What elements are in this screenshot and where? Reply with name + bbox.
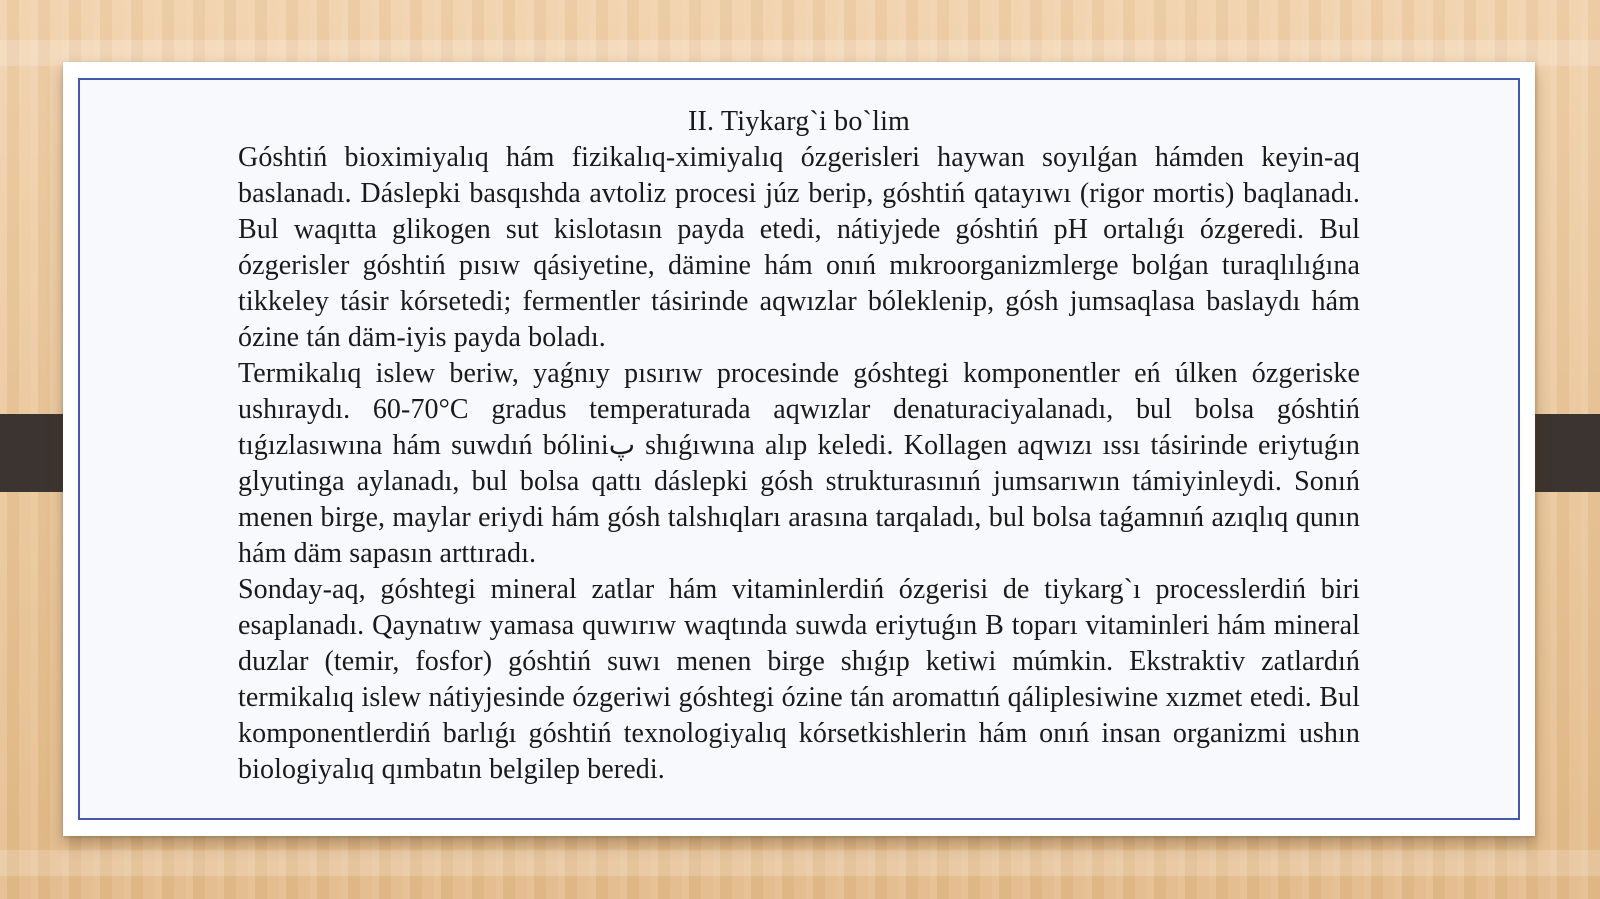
paragraph-1: Góshtiń bioximiyalıq hám fizikalıq-ximiyalıq ózgerisleri haywan soyılǵan hámden keyin-aq baslanadı. Dáslepki basqıshda avtoliz procesi júz berip, góshtiń qatayıwı (rigor mortis) baqlanadı. Bul waqıtta glikogen sut kislotasın payda etedi, nátiyjede góshtiń pH ortalıǵı ózgeredi. Bul ózgerisler góshtiń pısıw qásiyetine, dämine hám onıń mıkroorganizmlerge bolǵan turaqlılıǵına tikkeley tásir kórsetedi; fermentler tásirinde aqwızlar bóleklenip, gósh jumsaqlasa baslaydı hám ózine tán däm-iyis payda boladı. [238, 142, 1360, 353]
paragraph-3: Sonday-aq, góshtegi mineral zatlar hám vitaminlerdiń ózgerisi de tiykarg`ı processlerdiń biri esaplanadı. Qaynatıw yamasa quwırıw waqtında suwda eriytuǵın B toparı vitaminleri hám mineral duzlar (temir, fosfor) góshtiń suwı menen birge shıǵıp ketiwi múmkin. Ekstraktiv zatlardıń termikalıq islew nátiyjesinde ózgeriwi góshtegi ózine tán aromattıń qáliplesiwine xızmet etedi. Bul komponentlerdiń barlıǵı góshtiń texnologiyalıq kórsetkishlerin hám onıń insan organizmi ushın biologiyalıq qımbatın belgilep beredi. [238, 574, 1360, 785]
paragraph-2: Termikalıq islew beriw, yaǵnıy pısırıw procesinde góshtegi komponentler eń úlken ózgeriske ushıraydı. 60-70°C gradus temperaturada aqwızlar denaturaciyalanadı, bul bolsa góshtiń tıǵızlasıwına hám suwdıń bóliniپ shıǵıwına alıp keledi. Kollagen aqwızı ıssı tásirinde eriytuǵın glyutinga aylanadı, bul bolsa qattı dáslepki gósh strukturasınıń jumsarıwın támiyinleydi. Sonıń menen birge, maylar eriydi hám gósh talshıqları arasına tarqaladı, bul bolsa taǵamnıń azıqlıq qunın hám däm sapasın arttıradı. [238, 358, 1360, 569]
background-stripe [0, 850, 1600, 876]
slide-content [238, 104, 1360, 788]
section-heading: II. Tiykarg`i bo`lim [687, 106, 911, 137]
